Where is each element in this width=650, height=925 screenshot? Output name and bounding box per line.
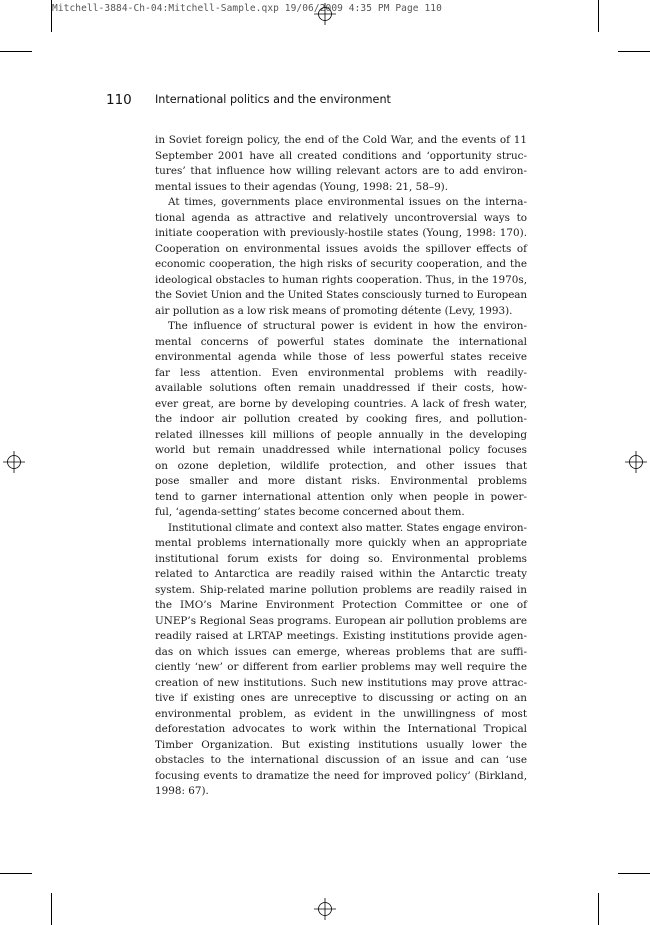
text-line: tend to garner international attention only when people in power- [155, 490, 527, 503]
text-line: environmental problem, as evident in the unwillingness of most [155, 707, 527, 720]
text-line: far less attention. Even environmental problems with readily- [155, 366, 527, 379]
body-text [155, 133, 527, 800]
text-line: At times, governments place environmental issues on the interna- [168, 196, 527, 208]
crop-mark-bottom-right-vertical [598, 893, 599, 925]
paragraph-1 [155, 133, 527, 195]
crop-mark-top-left-vertical [51, 0, 52, 32]
paragraph-4 [155, 521, 527, 800]
crop-mark-bottom-right-horizontal [618, 873, 650, 874]
text-line: the IMO’s Marine Environment Protection Committee or one of [155, 599, 527, 611]
crop-mark-bottom-left-vertical [51, 893, 52, 925]
text-line: tures’ that influence how willing relevant actors are to add environ- [155, 165, 527, 177]
text-line: air pollution as a low risk means of promoting détente (Levy, 1993). [155, 304, 513, 317]
running-head [0, 92, 650, 110]
text-line: focusing events to dramatize the need for improved policy’ (Birkland, [155, 769, 527, 782]
crop-mark-top-right-vertical [598, 0, 599, 32]
text-line: pose smaller and more distant risks. Environmental problems [155, 475, 527, 487]
text-line: on ozone depletion, wildlife protection, and other issues that [155, 459, 527, 472]
print-slug-line: Mitchell-3884-Ch-04:Mitchell-Sample.qxp 19/06/2009 4:35 PM Page 110 [52, 3, 442, 14]
text-line: world but remain unaddressed while international policy focuses [155, 444, 527, 456]
text-line: obstacles to the international discussion of an issue and can ‘use [155, 754, 527, 766]
text-line: das on which issues can emerge, whereas problems that are suffi- [155, 645, 527, 658]
crop-mark-top-right-horizontal [618, 51, 650, 52]
text-line: ciently ‘new’ or different from earlier problems may well require the [155, 661, 527, 673]
text-line: mental issues to their agendas (Young, 1998: 21, 58–9). [155, 180, 449, 193]
text-line: related illnesses kill millions of people annually in the developing [155, 428, 527, 441]
text-line: tional agenda as attractive and relatively uncontroversial ways to [155, 211, 527, 224]
text-line: Institutional climate and context also matter. States engage environ- [168, 521, 528, 534]
text-line: readily raised at LRTAP meetings. Existing institutions provide agen- [155, 630, 527, 642]
text-line: Cooperation on environmental issues avoids the spillover effects of [155, 242, 527, 255]
text-line: institutional forum exists for doing so. Environmental problems [155, 552, 527, 565]
text-line: related to Antarctica are readily raised within the Antarctic treaty [155, 568, 527, 580]
text-line: ever great, are borne by developing countries. A lack of fresh water, [155, 397, 527, 410]
text-line: mental problems internationally more quickly when an appropriate [155, 537, 527, 549]
registration-mark-bottom-icon [314, 898, 336, 920]
text-line: in Soviet foreign policy, the end of the Cold War, and the events of 11 [155, 134, 527, 146]
text-line: tive if existing ones are unreceptive to discussing or acting on an [155, 692, 527, 704]
running-title: International politics and the environment [155, 93, 391, 106]
registration-mark-top-icon [314, 3, 336, 25]
text-line: UNEP’s Regional Seas programs. European air pollution problems are [155, 614, 527, 627]
text-line: mental concerns of powerful states dominate the international [155, 335, 527, 348]
crop-mark-top-left-horizontal [0, 51, 32, 52]
crop-mark-bottom-left-horizontal [0, 873, 32, 874]
text-line: deforestation advocates to work within the International Tropical [155, 723, 527, 735]
text-line: ful, ‘agenda-setting’ states become concerned about them. [155, 506, 465, 518]
text-line: environmental agenda while those of less powerful states receive [155, 351, 527, 363]
text-line: The influence of structural power is evident in how the environ- [168, 320, 527, 332]
text-line: 1998: 67). [155, 785, 209, 797]
text-line: economic cooperation, the high risks of security cooperation, and the [155, 258, 527, 270]
paragraph-3 [155, 319, 527, 521]
text-line: initiate cooperation with previously-hostile states (Young, 1998: 170). [155, 227, 527, 239]
page-number: 110 [106, 92, 132, 108]
text-line: system. Ship-related marine pollution problems are readily raised in [155, 583, 527, 596]
registration-mark-left-icon [3, 451, 25, 473]
text-line: Timber Organization. But existing institutions usually lower the [155, 738, 527, 751]
paragraph-2 [155, 195, 527, 319]
text-line: ideological obstacles to human rights cooperation. Thus, in the 1970s, [155, 273, 527, 286]
text-line: creation of new institutions. Such new institutions may prove attrac- [155, 676, 527, 689]
text-line: the indoor air pollution created by cooking fires, and pollution- [155, 413, 527, 425]
text-line: available solutions often remain unaddressed if their costs, how- [155, 382, 527, 394]
text-line: September 2001 have all created conditions and ‘opportunity struc- [155, 149, 527, 162]
text-line: the Soviet Union and the United States consciously turned to European [155, 289, 527, 301]
registration-mark-right-icon [625, 451, 647, 473]
